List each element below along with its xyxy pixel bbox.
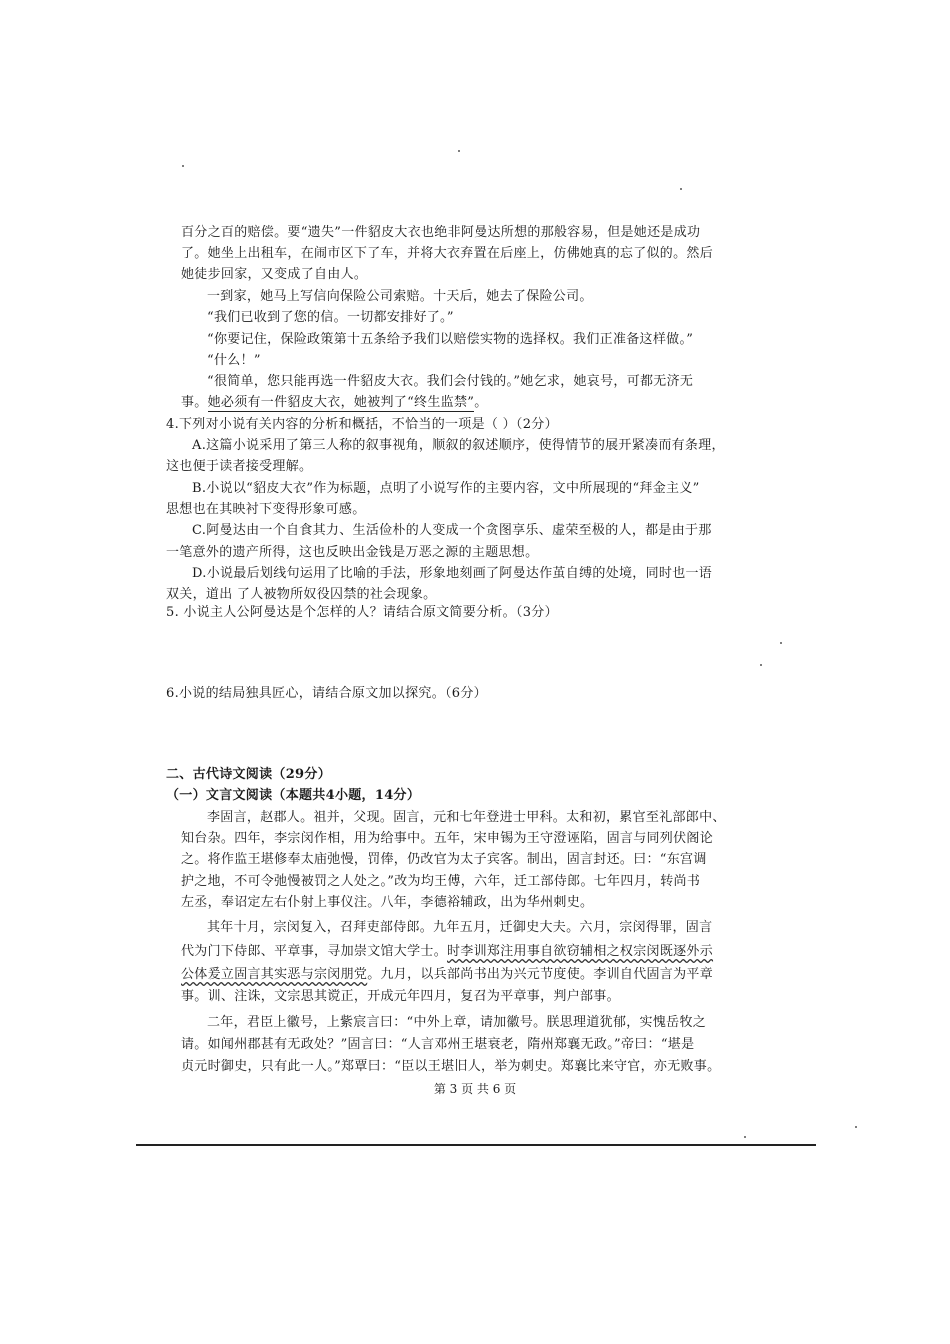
- classical-text-line: [181, 967, 713, 983]
- p2-suffix: 。九月，以兵部尚书出为兴元节度使。李训自代固言为平章: [367, 967, 714, 982]
- scan-edge-line: [136, 1144, 816, 1146]
- scan-speck: [458, 150, 460, 152]
- scan-speck: [680, 188, 682, 190]
- question-6: 6.小说的结局独具匠心，请结合原文加以探究。（6分）: [166, 686, 487, 701]
- wavy-underlined-sentence: 时李训郑注用事自欲窃辅相之权宗闵既逐外示: [447, 944, 714, 959]
- q4-option-a-cont: 这也便于读者接受理解。: [166, 459, 313, 474]
- story-line: “很简单，您只能再选一件貂皮大衣。我们会付钱的。”她乞求，她哀号，可都无济无: [207, 374, 694, 389]
- wavy-underlined-sentence-cont: 公体爰立固言其实恶与宗闵朋党: [181, 967, 368, 982]
- classical-text-line: 其年十月，宗闵复入，召拜吏部侍郎。九年五月，迁御史大夫。六月，宗闵得罪，固言: [207, 920, 713, 935]
- scan-speck: [744, 1136, 746, 1138]
- section-2-subtitle: （一）文言文阅读（本题共4小题，14分）: [166, 788, 421, 803]
- classical-text-line: 请。如闻州郡甚有无政处？”固言曰：“人言邓州王堪衰老，隋州郑襄无政。”帝曰：“堪是: [181, 1037, 695, 1052]
- story-line: 了。她坐上出租车，在闹市区下了车，并将大衣弃置在后座上，仿佛她真的忘了似的。然后: [181, 246, 714, 261]
- scan-speck: [182, 165, 184, 167]
- underlined-sentence: 她必须有一件貂皮大衣，她被判了“终生监禁”: [207, 395, 475, 410]
- story-last-line: [181, 395, 488, 411]
- q4-option-d-cont: 双关，道出 了人被物所奴役囚禁的社会现象。: [166, 587, 437, 602]
- classical-text-line: 事。训、注诛，文宗思其谠正，开成元年四月，复召为平章事，判户部事。: [181, 989, 620, 1004]
- classical-text-line: 之。将作监王堪修奉太庙弛慢，罚俸，仍改官为太子宾客。制出，固言封还。曰：“东宫调: [181, 852, 707, 867]
- classical-text-line: 贞元时御史，只有此一人。”郑覃曰：“臣以王堪旧人，举为刺史。郑襄比来守官，亦无败事。: [181, 1059, 721, 1074]
- story-line: 她徒步回家，又变成了自由人。: [181, 267, 368, 282]
- scan-speck: [855, 1126, 857, 1128]
- story-line: “我们已收到了您的信。一切都安排好了。”: [207, 310, 454, 325]
- classical-text-line: 李固言，赵郡人。祖并，父现。固言，元和七年登进士甲科。太和初，累官至礼部郎中、: [207, 810, 726, 825]
- scan-speck: [760, 664, 762, 666]
- classical-text-line: [181, 944, 713, 960]
- q4-option-b: B.小说以“貂皮大衣”作为标题，点明了小说写作的主要内容，文中所展现的“拜金主义”: [192, 481, 700, 496]
- classical-text-line: 左丞，奉诏定左右仆射上事仪注。八年，李德裕辅政，出为华州刺史。: [181, 895, 594, 910]
- story-last-suffix: 。: [474, 395, 488, 410]
- q4-option-d: D.小说最后划线句运用了比喻的手法，形象地刻画了阿曼达作茧自缚的处境，同时也一语: [192, 566, 713, 581]
- section-2-title: 二、古代诗文阅读（29分）: [166, 767, 331, 782]
- q4-option-b-cont: 思想也在其映衬下变得形象可感。: [166, 502, 366, 517]
- classical-text-line: 二年，君臣上徽号，上紫宸言曰：“中外上章，请加徽号。朕思理道犹郁，实愧岳牧之: [207, 1015, 707, 1030]
- classical-text-line: 知台杂。四年，李宗闵作相，用为给事中。五年，宋申锡为王守澄诬陷，固言与同列伏阁论: [181, 831, 714, 846]
- q4-option-c: C.阿曼达由一个自食其力、生活俭朴的人变成一个贪图享乐、虚荣至极的人，都是由于那: [192, 523, 712, 538]
- q4-option-a: A.这篇小说采用了第三人称的叙事视角，顺叙的叙述顺序，使得情节的展开紧凑而有条理，: [192, 438, 725, 453]
- question-5: 5. 小说主人公阿曼达是个怎样的人？请结合原文简要分析。（3分）: [166, 605, 558, 620]
- q4-option-c-cont: 一笔意外的遗产所得，这也反映出金钱是万恶之源的主题思想。: [166, 545, 539, 560]
- scan-speck: [780, 642, 782, 644]
- p2-prefix: 代为门下侍郎、平章事，寻加崇文馆大学士。: [181, 944, 448, 959]
- classical-text-line: 护之地，不可令弛慢被罚之人处之。”改为均王傅，六年，迁工部侍郎。七年四月，转尚书: [181, 874, 701, 889]
- story-last-prefix: 事。: [181, 395, 208, 410]
- page-number: 第 3 页 共 6 页: [433, 1082, 517, 1096]
- story-line: 一到家，她马上写信向保险公司索赔。十天后，她去了保险公司。: [207, 289, 593, 304]
- story-line: “什么！”: [207, 353, 261, 368]
- story-line: “你要记住，保险政策第十五条给予我们以赔偿实物的选择权。我们正准备这样做。”: [207, 332, 694, 347]
- story-line: 百分之百的赔偿。要“遗失”一件貂皮大衣也绝非阿曼达所想的那般容易，但是她还是成功: [181, 225, 701, 240]
- question-4-stem: 4.下列对小说有关内容的分析和概括，不恰当的一项是（ ）（2分）: [166, 417, 558, 432]
